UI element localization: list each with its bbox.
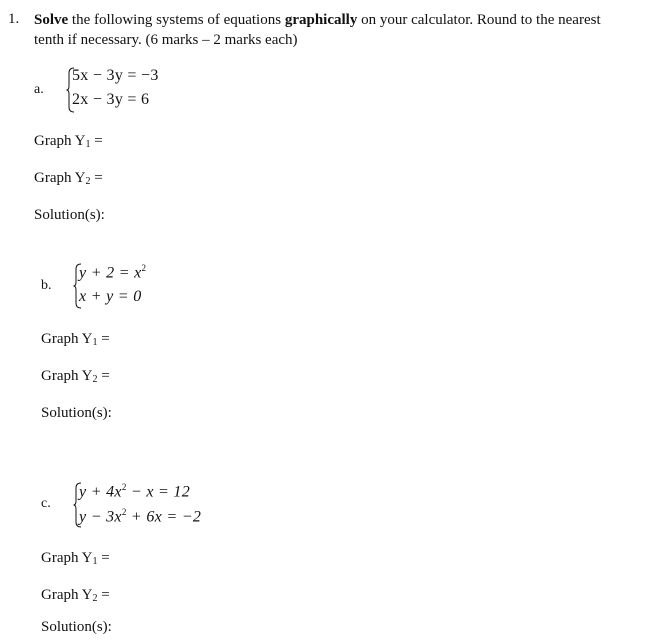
question-lead-bold: Solve — [34, 12, 69, 28]
part-c-graph-y1: Graph $Y_1$ = — [41, 550, 110, 567]
part-b-equation-2: x + y = 0 — [79, 288, 142, 305]
part-b-graph-y2: Graph $Y_2$ = — [41, 368, 110, 385]
part-b-solution: Solution(s): — [41, 405, 112, 421]
part-c-graph-y2: Graph $Y_2$ = — [41, 587, 110, 604]
part-a-graph-y2: Graph $Y_2$ = — [34, 170, 103, 187]
part-b-equation-1: $y + 2 = x^2$ — [79, 263, 147, 282]
part-b-label: b. — [41, 278, 52, 293]
part-a-graph-y1: Graph $Y_1$ = — [34, 133, 103, 150]
question-number: 1. — [8, 11, 20, 27]
part-c-equation-1: $y + 4x^2 - x = 12$ — [79, 482, 191, 501]
part-a-solution: Solution(s): — [34, 207, 105, 223]
question-mid-text: the following systems of equations — [68, 12, 285, 28]
question-tail-text: on your calculator. Round to the nearest — [357, 12, 601, 28]
part-a-equation-1: 5x − 3y = −3 — [72, 67, 159, 84]
part-b-graph-y1: Graph $Y_1$ = — [41, 331, 110, 348]
part-c-label: c. — [41, 496, 51, 511]
question-emph-bold: graphically — [284, 12, 358, 28]
part-c-solution: Solution(s): — [41, 619, 112, 635]
part-a-label: a. — [34, 82, 44, 97]
question-prompt-line1 — [34, 10, 601, 30]
part-a-equation-2: 2x − 3y = 6 — [72, 91, 150, 108]
part-c-equation-2: $y - 3x^2 + 6x = -2$ — [79, 507, 202, 526]
question-prompt-line2: tenth if necessary. (6 marks – 2 marks each) — [34, 32, 298, 48]
